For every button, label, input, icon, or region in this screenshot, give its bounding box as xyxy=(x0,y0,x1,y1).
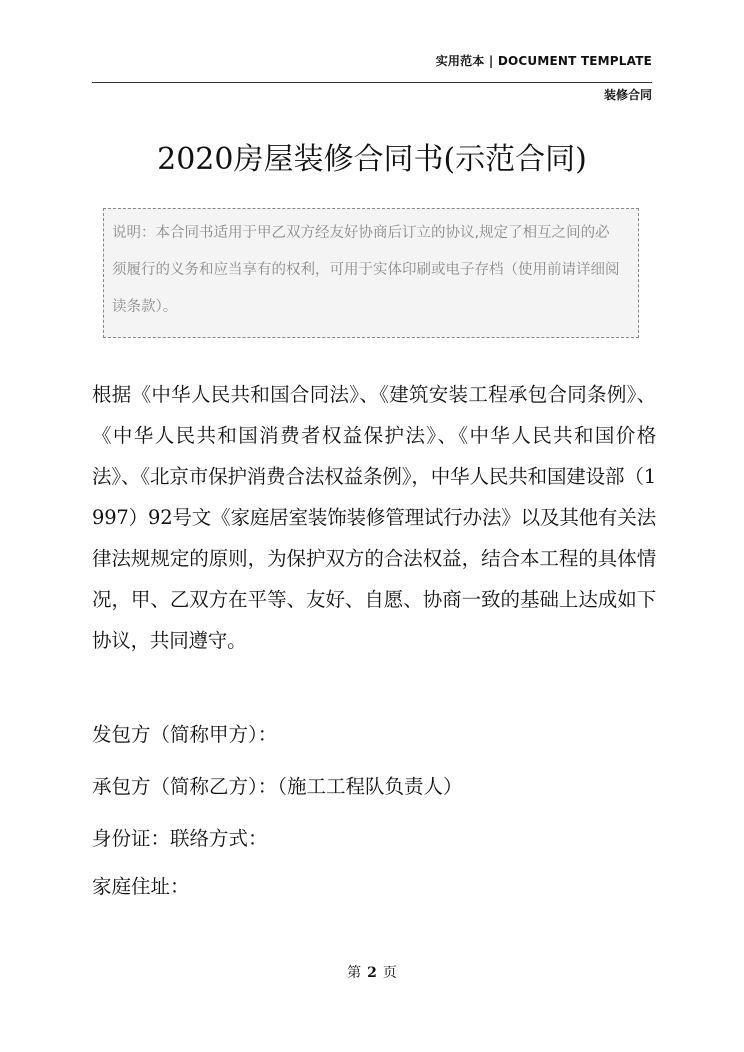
page-number: 2 xyxy=(367,965,377,981)
header-category: 装修合同 xyxy=(603,88,652,102)
body-text xyxy=(92,374,656,661)
description-note-text: 说明：本合同书适用于甲乙双方经友好协商后订立的协议,规定了相互之间的必须履行的义务和应当享有的权利，可用于实体印刷或电子存档（使用前请详细阅读条款）。 xyxy=(112,225,620,315)
id-contact-field: 身份证：联络方式： xyxy=(92,827,268,850)
intro-paragraph: 根据《中华人民共和国合同法》、《建筑安装工程承包合同条例》、《中华人民共和国消费者权益保护法》、《中华人民共和国价格法》、《北京市保护消费合法权益条例》，中华人民共和国建设部（1997）92号文《家庭居室装饰装修管理试行办法》以及其他有关法律法规规定的原则，为保护双方的合法权益，结合本工程的具体情况，甲、乙双方在平等、友好、自愿、协商一致的基础上达成如下协议，共同遵守。 xyxy=(92,383,656,652)
party-b-field: 承包方（简称乙方）：（施工工程队负责人） xyxy=(92,775,463,798)
page-footer xyxy=(0,962,744,982)
header-divider xyxy=(92,82,652,83)
party-a-field: 发包方（简称甲方）： xyxy=(92,723,278,746)
document-title: 2020房屋装修合同书(示范合同) xyxy=(157,142,587,177)
home-address-field: 家庭住址： xyxy=(92,875,190,898)
page-number-suffix: 页 xyxy=(382,965,397,981)
header-label: 实用范本 | DOCUMENT TEMPLATE xyxy=(435,54,652,68)
description-note-box xyxy=(103,208,639,338)
page-number-prefix: 第 xyxy=(347,965,362,981)
